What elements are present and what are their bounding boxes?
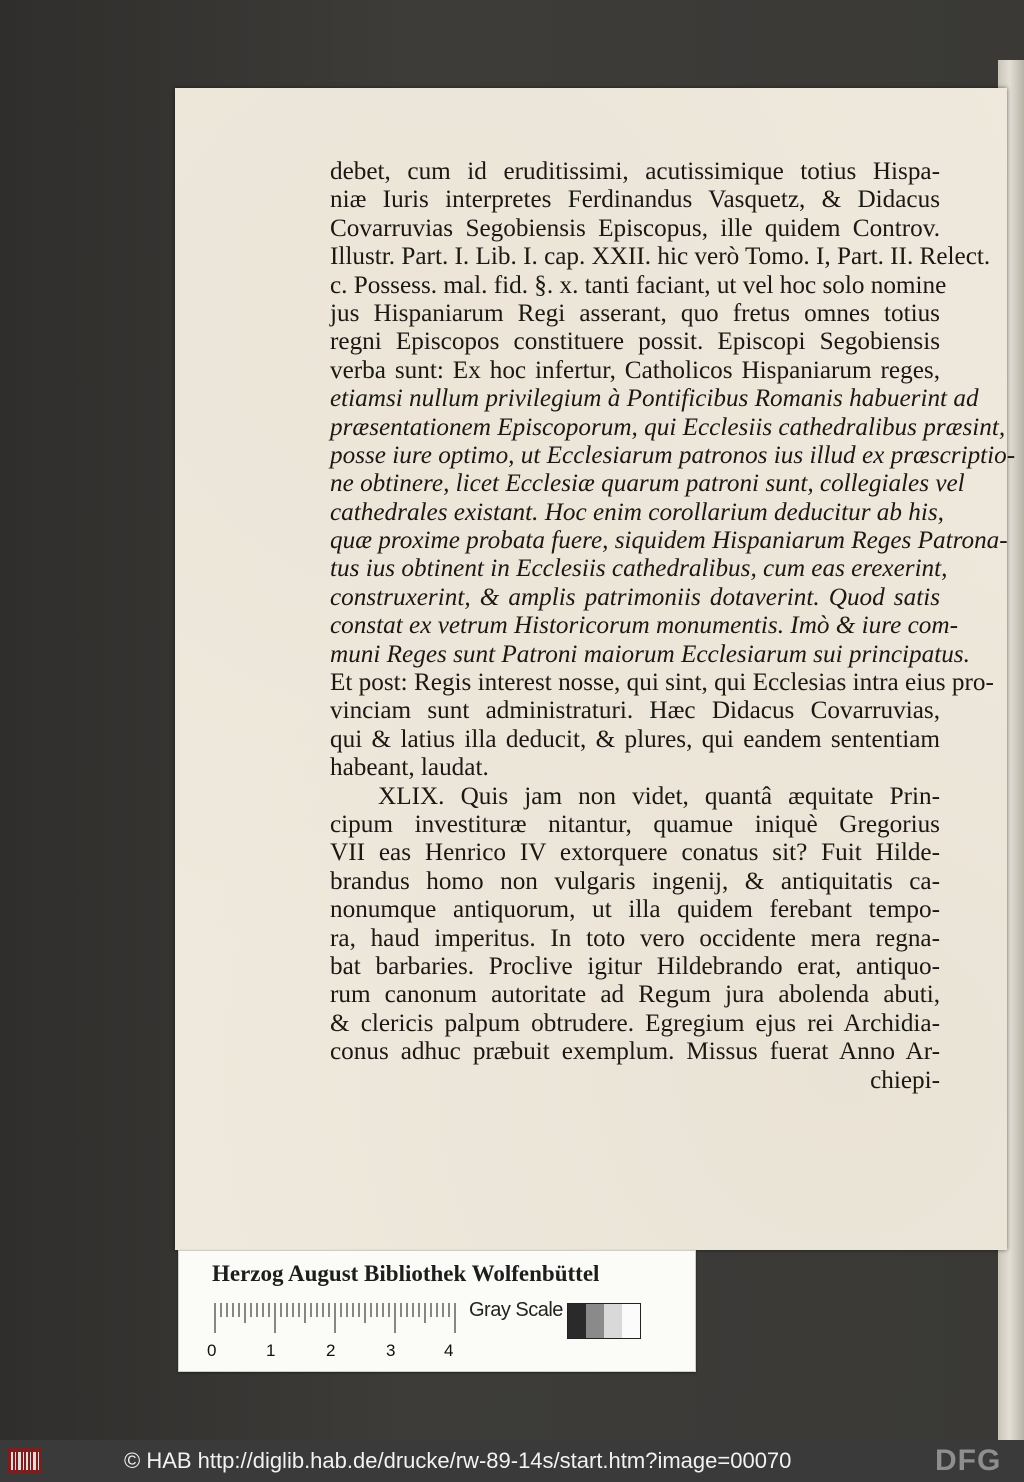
text-line: regni Episcopos constituere possit. Episcopi Segobiensis xyxy=(330,328,940,356)
text-line: nonumque antiquorum, ut illa quidem ferebant tempo- xyxy=(330,896,940,924)
text-line: jus Hispaniarum Regi asserant, quo fretus omnes totius xyxy=(330,299,940,327)
gray-swatch xyxy=(622,1304,640,1338)
card-title: Herzog August Bibliothek Wolfenbüttel xyxy=(212,1261,600,1286)
text-line: & clericis palpum obtrudere. Egregium ejus rei Archidia- xyxy=(330,1009,940,1037)
text-line: posse iure optimo, ut Ecclesiarum patronos ius illud ex præscriptio- xyxy=(330,441,1016,469)
footer-bar xyxy=(0,1440,1024,1482)
ruler-labels xyxy=(207,1341,477,1361)
text-line: debet, cum id eruditissimi, acutissimique totius Hispa- xyxy=(330,158,940,185)
ruler-label-4: 4 xyxy=(444,1341,454,1360)
text-line: cathedrales existant. Hoc enim corollarium deducitur ab his, xyxy=(330,498,944,526)
ruler-icon xyxy=(213,1301,456,1341)
gray-scale-swatches xyxy=(567,1303,641,1339)
page-text xyxy=(330,158,1016,1095)
gray-swatch xyxy=(568,1304,586,1338)
ruler-label-2: 2 xyxy=(326,1341,336,1360)
text-line: constat ex vetrum Historicorum monumentis. Imò & iure com- xyxy=(330,612,958,640)
ruler-label-0: 0 xyxy=(207,1341,217,1360)
text-line: quæ proxime probata fuere, siquidem Hispaniarum Reges Patrona- xyxy=(330,527,1008,555)
book-page xyxy=(175,88,1016,1250)
text-line: VII eas Henrico IV extorquere conatus sit? Fuit Hilde- xyxy=(330,839,940,867)
copyright-link[interactable]: © HAB http://diglib.hab.de/drucke/rw-89-14s/start.htm?image=00070 xyxy=(124,1448,792,1473)
text-line: chiepi- xyxy=(870,1066,940,1094)
text-line: Et post: Regis interest nosse, qui sint, qui Ecclesias intra eius pro- xyxy=(330,669,994,697)
text-line: ra, haud imperitus. In toto vero occidente mera regna- xyxy=(330,924,940,952)
text-line: qui & latius illa deducit, & plures, qui eandem sententiam xyxy=(330,725,940,753)
text-line: præsentationem Episcoporum, qui Ecclesiis cathedralibus præsint, xyxy=(330,413,1006,441)
ruler-label-3: 3 xyxy=(386,1341,396,1360)
text-line: muni Reges sunt Patroni maiorum Ecclesiarum sui principatus. xyxy=(330,640,970,668)
text-line: verba sunt: Ex hoc infertur, Catholicos Hispaniarum reges, xyxy=(330,356,940,384)
text-line: ne obtinere, licet Ecclesiæ quarum patroni sunt, collegiales vel xyxy=(330,470,965,498)
gray-swatch xyxy=(604,1304,622,1338)
text-line: bat barbaries. Proclive igitur Hildebrando erat, antiquo- xyxy=(330,952,940,980)
text-line: rum canonum autoritate ad Regum jura abolenda abuti, xyxy=(330,981,940,1009)
text-line: etiamsi nullum privilegium à Pontificibus Romanis habuerint ad xyxy=(330,385,979,413)
text-line: conus adhuc præbuit exemplum. Missus fuerat Anno Ar- xyxy=(330,1038,940,1066)
text-line: brandus homo non vulgaris ingenij, & antiquitatis ca- xyxy=(330,867,940,895)
text-line: cipum investituræ nitantur, quamue iniquè Gregorius xyxy=(330,810,940,838)
text-line: c. Possess. mal. fid. §. x. tanti faciant, ut vel hoc solo nomine xyxy=(330,271,947,299)
gray-scale-label: Gray Scale xyxy=(469,1299,563,1321)
text-line: XLIX. Quis jam non videt, quantâ æquitate Prin- xyxy=(378,782,940,810)
text-line: vinciam sunt administraturi. Hæc Didacus Covarruvias, xyxy=(330,697,940,725)
hab-barcode-icon xyxy=(8,1448,42,1474)
text-line: niæ Iuris interpretes Ferdinandus Vasquetz, & Didacus xyxy=(330,186,940,214)
text-line: Covarruvias Segobiensis Episcopus, ille quidem Controv. xyxy=(330,214,940,242)
text-line: construxerint, & amplis patrimoniis dotaverint. Quod satis xyxy=(330,583,940,611)
gray-swatch xyxy=(586,1304,604,1338)
text-line: tus ius obtinent in Ecclesiis cathedralibus, cum eas erexerint, xyxy=(330,555,948,583)
text-line: Illustr. Part. I. Lib. I. cap. XXII. hic verò Tomo. I, Part. II. Relect. xyxy=(330,243,991,271)
calibration-card xyxy=(178,1250,696,1372)
ruler-label-1: 1 xyxy=(266,1341,276,1360)
dfg-logo: DFG xyxy=(935,1444,1002,1477)
text-line: habeant, laudat. xyxy=(330,754,489,782)
